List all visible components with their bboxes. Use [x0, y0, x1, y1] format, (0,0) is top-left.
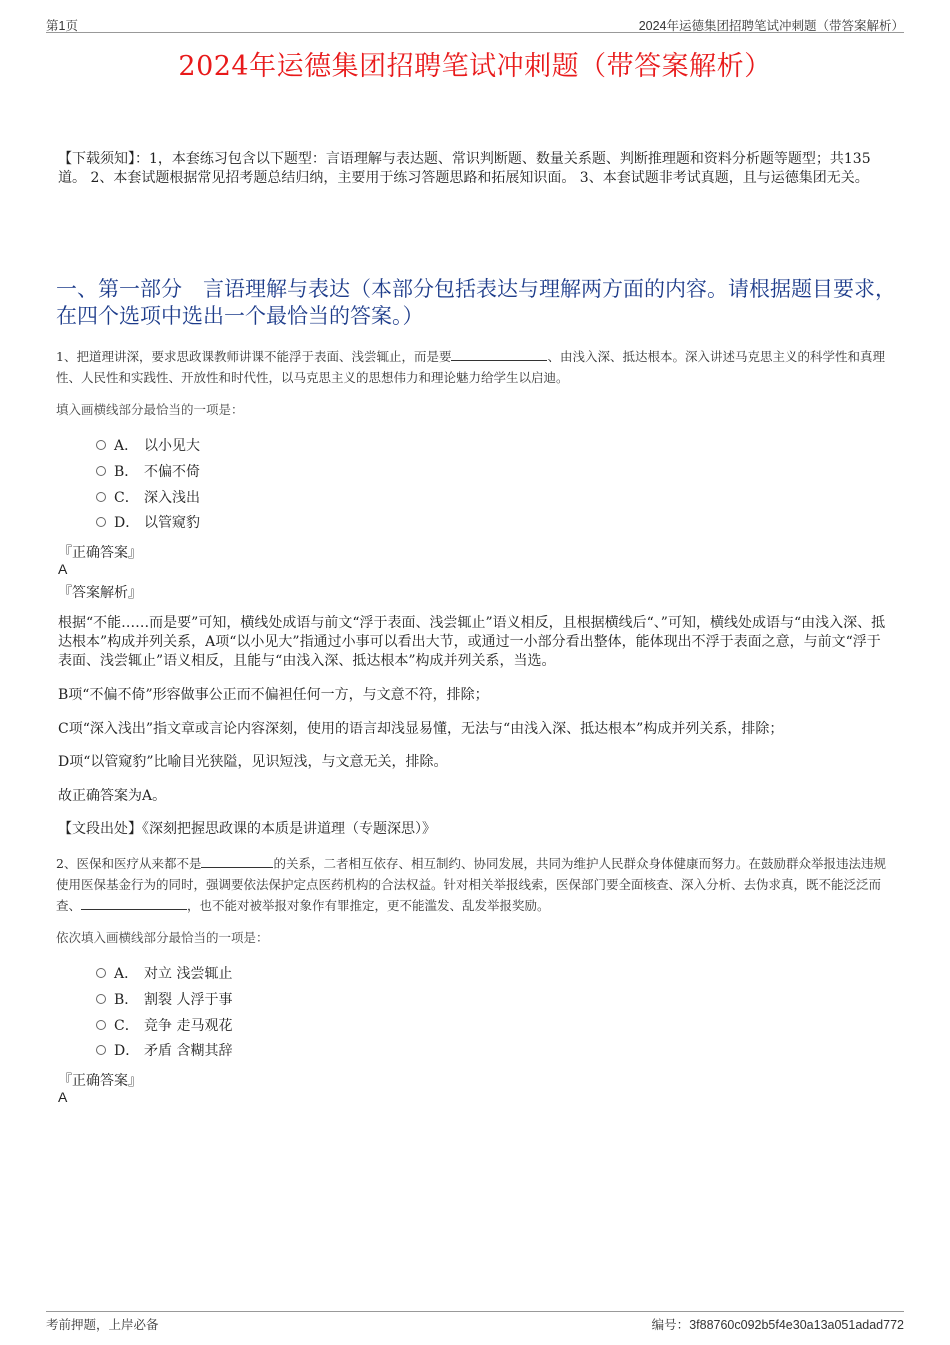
question-1-answer: A	[58, 561, 68, 577]
page-footer	[46, 1311, 904, 1334]
question-1-option-d[interactable]: D． 以管窥豹	[96, 513, 200, 533]
header-doc-title: 2024年运德集团招聘笔试冲刺题（带答案解析）	[638, 19, 904, 33]
section-heading: 一、第一部分 言语理解与表达（本部分包括表达与理解两方面的内容。请根据题目要求，在四个选项中选出一个最恰当的答案。）	[56, 277, 896, 328]
radio-icon[interactable]	[96, 994, 106, 1004]
question-2-blank-2	[81, 895, 187, 910]
question-2-stem-part-c: ，也不能对被举报对象作有罪推定，更不能滥发、乱发举报奖励。	[187, 898, 550, 913]
question-1-analysis-label: 『答案解析』	[58, 585, 142, 601]
question-1-source: 【文段出处】《深刻把握思政课的本质是讲道理（专题深思）》	[58, 821, 436, 837]
question-1-stem-part-b: 、由浅入深、抵达根本。深入讲述马克思主义的科学性和真理性、人民性和实践性、开放性和时代性，以马克思主义的思想伟力和理论魅力给学生以启迪。	[56, 349, 885, 385]
question-2-option-d[interactable]: D． 矛盾 含糊其辞	[96, 1041, 232, 1061]
question-1-blank	[451, 346, 547, 361]
question-1-stem	[56, 346, 896, 388]
question-2-answer: A	[58, 1089, 68, 1105]
radio-icon[interactable]	[96, 968, 106, 978]
radio-icon[interactable]	[96, 492, 106, 502]
question-2-stem	[56, 853, 896, 916]
question-2-stem-part-b: 的关系，二者相互依存、相互制约、协同发展，共同为维护人民群众身体健康而努力。在鼓励群众举报违法违规使用医保基金行为的同时，强调要依法保护定点医药机构的合法权益。针对相关举报线索，医保部门要全面核查、深入分析、去伪求真，既不能泛泛而查、	[56, 856, 886, 913]
question-2-option-b[interactable]: B． 割裂 人浮于事	[96, 990, 232, 1010]
question-2-prompt: 依次填入画横线部分最恰当的一项是：	[56, 930, 269, 945]
question-2-stem-part-a: 2、医保和医疗从来都不是	[56, 856, 202, 871]
question-1-answer-label: 『正确答案』	[58, 545, 142, 561]
footer-slogan: 考前押题，上岸必备	[46, 1317, 159, 1332]
question-2-answer-label: 『正确答案』	[58, 1073, 142, 1089]
question-2-option-c[interactable]: C． 竞争 走马观花	[96, 1016, 232, 1036]
question-1-analysis-a: 根据“不能……而是要”可知，横线处成语与前文“浮于表面、浅尝辄止”语义相反，且根据横线后“、”可知，横线处成语与“由浅入深、抵达根本”构成并列关系，A项“以小见大”指通过小事可以看出大节，或通过一小部分看出整体，能体现出不浮于表面之意，与前文“浮于表面、浅尝辄止”语义相反，且能与“由浅入深、抵达根本”构成并列关系，当选。	[58, 615, 886, 669]
radio-icon[interactable]	[96, 466, 106, 476]
radio-icon[interactable]	[96, 440, 106, 450]
radio-icon[interactable]	[96, 1020, 106, 1030]
question-1-option-b[interactable]: B． 不偏不倚	[96, 462, 200, 482]
page-header	[46, 14, 904, 33]
download-notice: 【下载须知】：1，本套练习包含以下题型：言语理解与表达题、常识判断题、数量关系题、判断推理题和资料分析题等题型；共135道。 2、本套试题根据常见招考题总结归纳，主要用于练习答题思路和拓展知识面。 3、本套试题非考试真题，且与运德集团无关。	[58, 151, 871, 186]
question-1-option-a[interactable]: A． 以小见大	[96, 436, 200, 456]
question-1-stem-part-a: 1、把道理讲深，要求思政课教师讲课不能浮于表面、浅尝辄止，而是要	[56, 349, 452, 364]
question-2-blank-1	[201, 853, 273, 868]
question-1-analysis-c: C项“深入浅出”指文章或言论内容深刻，使用的语言却浅显易懂，无法与“由浅入深、抵达根本”构成并列关系，排除；	[58, 721, 784, 737]
question-1-conclusion: 故正确答案为A。	[58, 788, 167, 804]
question-1-prompt: 填入画横线部分最恰当的一项是：	[56, 402, 244, 417]
radio-icon[interactable]	[96, 517, 106, 527]
question-1-analysis-d: D项“以管窥豹”比喻目光狭隘，见识短浅，与文意无关，排除。	[58, 754, 448, 770]
document-title: 2024年运德集团招聘笔试冲刺题（带答案解析）	[178, 51, 772, 82]
question-1-option-c[interactable]: C． 深入浅出	[96, 488, 200, 508]
question-1-analysis-b: B项“不偏不倚”形容做事公正而不偏袒任何一方，与文意不符，排除；	[58, 687, 489, 703]
question-2-option-a[interactable]: A． 对立 浅尝辄止	[96, 964, 232, 984]
radio-icon[interactable]	[96, 1045, 106, 1055]
page-number: 第1页	[46, 19, 78, 33]
footer-code: 编号：3f88760c092b5f4e30a13a051adad772	[651, 1317, 904, 1332]
